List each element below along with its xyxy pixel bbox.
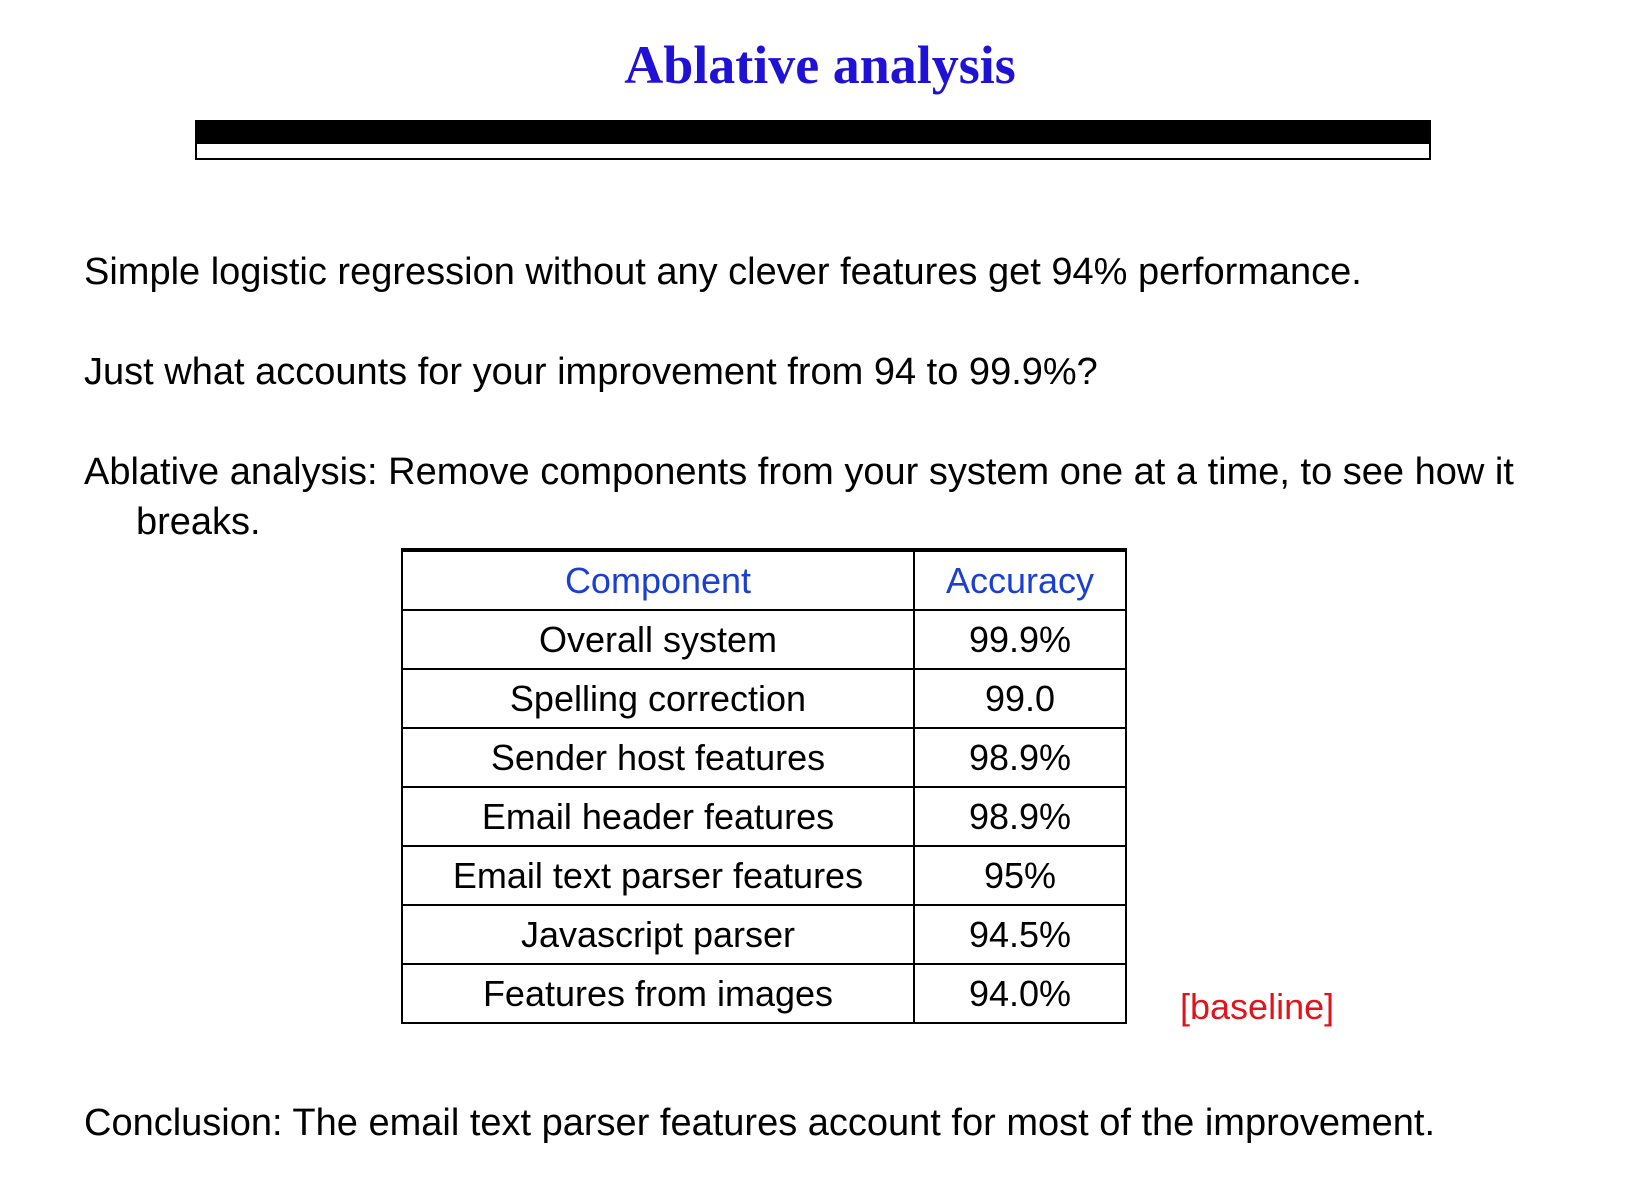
baseline-note: [baseline] — [1180, 986, 1335, 1027]
cell-component: Sender host features — [402, 728, 914, 787]
cell-component: Javascript parser — [402, 905, 914, 964]
cell-accuracy: 99.0 — [914, 669, 1126, 728]
table-row — [402, 787, 1126, 846]
slide-title: Ablative analysis — [624, 35, 1016, 95]
table-row — [402, 964, 1126, 1023]
table-row — [402, 905, 1126, 964]
cell-component: Email header features — [402, 787, 914, 846]
cell-component: Overall system — [402, 610, 914, 669]
cell-accuracy: 94.5% — [914, 905, 1126, 964]
cell-accuracy: 95% — [914, 846, 1126, 905]
title-divider-bar — [197, 122, 1429, 144]
cell-accuracy: 98.9% — [914, 728, 1126, 787]
paragraph-logistic-regression: Simple logistic regression without any clever features get 94% performance. — [84, 251, 1362, 293]
paragraph-conclusion: Conclusion: The email text parser features account for most of the improvement. — [84, 1102, 1436, 1144]
header-component: Component — [402, 550, 914, 610]
cell-accuracy: 99.9% — [914, 610, 1126, 669]
ablation-table — [401, 548, 1127, 1024]
table-row — [402, 728, 1126, 787]
paragraph-ablative-definition: Ablative analysis: Remove components from your system one at a time, to see how it breaks. — [84, 451, 1514, 543]
cell-accuracy: 98.9% — [914, 787, 1126, 846]
cell-component: Spelling correction — [402, 669, 914, 728]
cell-component: Email text parser features — [402, 846, 914, 905]
table-row — [402, 846, 1126, 905]
title-divider — [195, 120, 1431, 160]
table-header-row — [402, 550, 1126, 610]
header-accuracy: Accuracy — [914, 550, 1126, 610]
table-row — [402, 610, 1126, 669]
table-row — [402, 669, 1126, 728]
cell-component: Features from images — [402, 964, 914, 1023]
paragraph-improvement-question: Just what accounts for your improvement from 94 to 99.9%? — [84, 351, 1098, 393]
cell-accuracy: 94.0% — [914, 964, 1126, 1023]
